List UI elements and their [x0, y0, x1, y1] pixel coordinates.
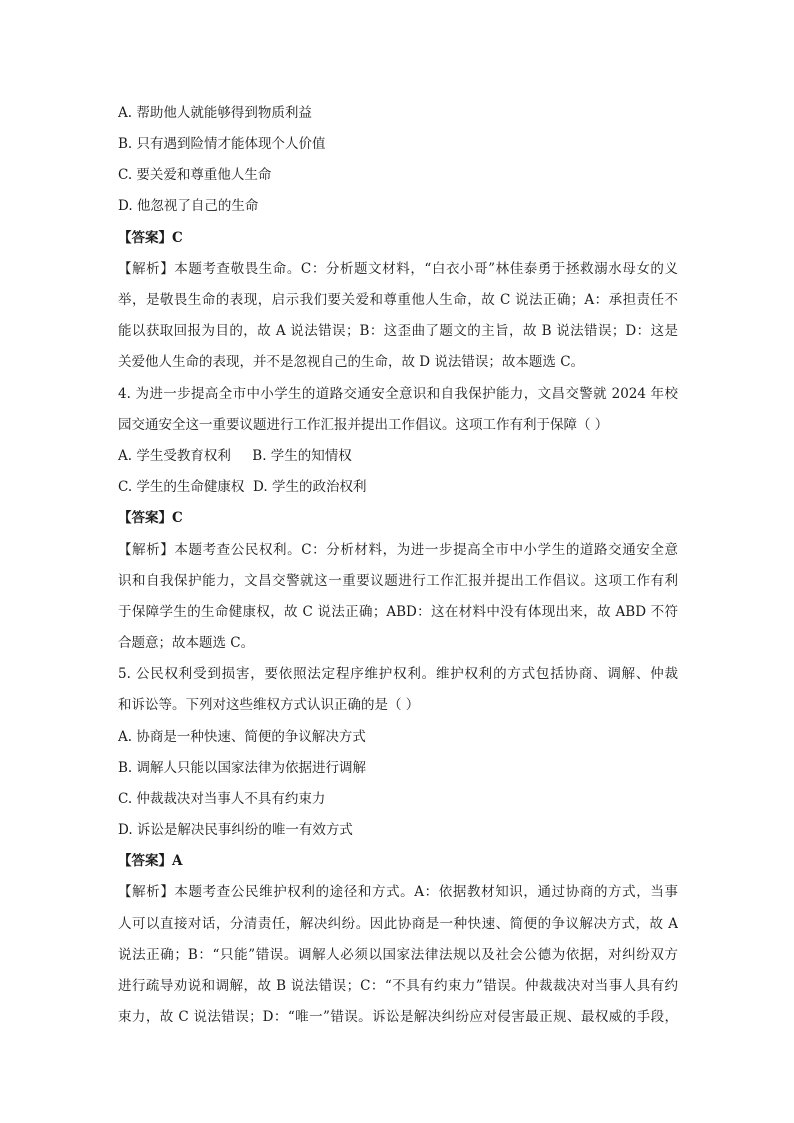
q4-analysis-line: 【解析】本题考查公民权利。C：分析材料，为进一步提高全市中小学生的道路交通安全意	[118, 542, 678, 558]
q5-stem-line: 5. 公民权利受到损害，要依照法定程序维护权利。维护权利的方式包括协商、调解、仲裁	[118, 666, 678, 682]
q5-analysis-line: 束力，故 C 说法错误；D：“唯一”错误。诉讼是解决纠纷应对侵害最正规、最权威的手段，	[118, 1009, 678, 1025]
q4-analysis-line: 于保障学生的生命健康权，故 C 说法正确；ABD：这在材料中没有体现出来，故 ABD 不符	[118, 604, 678, 620]
q5-option-a: A. 协商是一种快速、简便的争议解决方式	[118, 729, 366, 745]
q5-stem-line: 和诉讼等。下列对这些维权方式认识正确的是（ ）	[118, 697, 420, 713]
q3-analysis-line: 能以获取回报为目的，故 A 说法错误；B：这歪曲了题文的主旨，故 B 说法错误；D：这是	[118, 323, 678, 339]
q3-option-c: C. 要关爱和尊重他人生命	[118, 167, 272, 183]
q5-analysis-line: 人可以直接对话，分清责任，解决纠纷。因此协商是一种快速、简便的争议解决方式，故 A	[118, 916, 678, 932]
q3-answer: 【答案】C	[118, 230, 183, 246]
q5-analysis-line: 进行疏导劝说和调解，故 B 说法错误；C：“不具有约束力”错误。仲裁裁决对当事人具有约	[118, 978, 678, 994]
q4-answer: 【答案】C	[118, 510, 183, 526]
q3-option-a: A. 帮助他人就能够得到物质利益	[118, 105, 312, 121]
q4-analysis-line: 合题意；故本题选 C。	[118, 635, 255, 651]
q5-option-d: D. 诉讼是解决民事纠纷的唯一有效方式	[118, 822, 353, 838]
q4-options-row: C. 学生的生命健康权 D. 学生的政治权利	[118, 479, 367, 495]
q3-option-d: D. 他忽视了自己的生命	[118, 198, 259, 214]
q5-option-c: C. 仲裁裁决对当事人不具有约束力	[118, 791, 326, 807]
q3-analysis-line: 【解析】本题考查敬畏生命。C：分析题文材料，“白衣小哥”林佳泰勇于拯救溺水母女的义	[118, 261, 678, 277]
q5-analysis-line: 说法正确；B：“只能”错误。调解人必须以国家法律法规以及社会公德为依据，对纠纷双方	[118, 947, 678, 963]
q5-option-b: B. 调解人只能以国家法律为依据进行调解	[118, 760, 367, 776]
q3-option-b: B. 只有遇到险情才能体现个人价值	[118, 136, 326, 152]
q3-analysis-line: 举，是敬畏生命的表现，启示我们要关爱和尊重他人生命，故 C 说法正确；A：承担责任不	[118, 292, 678, 308]
q4-stem-line: 园交通安全这一重要议题进行工作汇报并提出工作倡议。这项工作有利于保障（ ）	[118, 417, 609, 433]
q4-options-row: A. 学生受教育权利 B. 学生的知情权	[118, 448, 352, 464]
q4-stem-line: 4. 为进一步提高全市中小学生的道路交通安全意识和自我保护能力，文昌交警就 2024 年校	[118, 386, 678, 402]
q5-analysis-line: 【解析】本题考查公民维护权利的途径和方式。A：依据教材知识，通过协商的方式，当事	[118, 884, 678, 900]
q4-analysis-line: 识和自我保护能力，文昌交警就这一重要议题进行工作汇报并提出工作倡议。这项工作有利	[118, 573, 678, 589]
q5-answer: 【答案】A	[118, 853, 183, 869]
q3-analysis-line: 关爱他人生命的表现，并不是忽视自己的生命，故 D 说法错误；故本题选 C。	[118, 354, 585, 370]
